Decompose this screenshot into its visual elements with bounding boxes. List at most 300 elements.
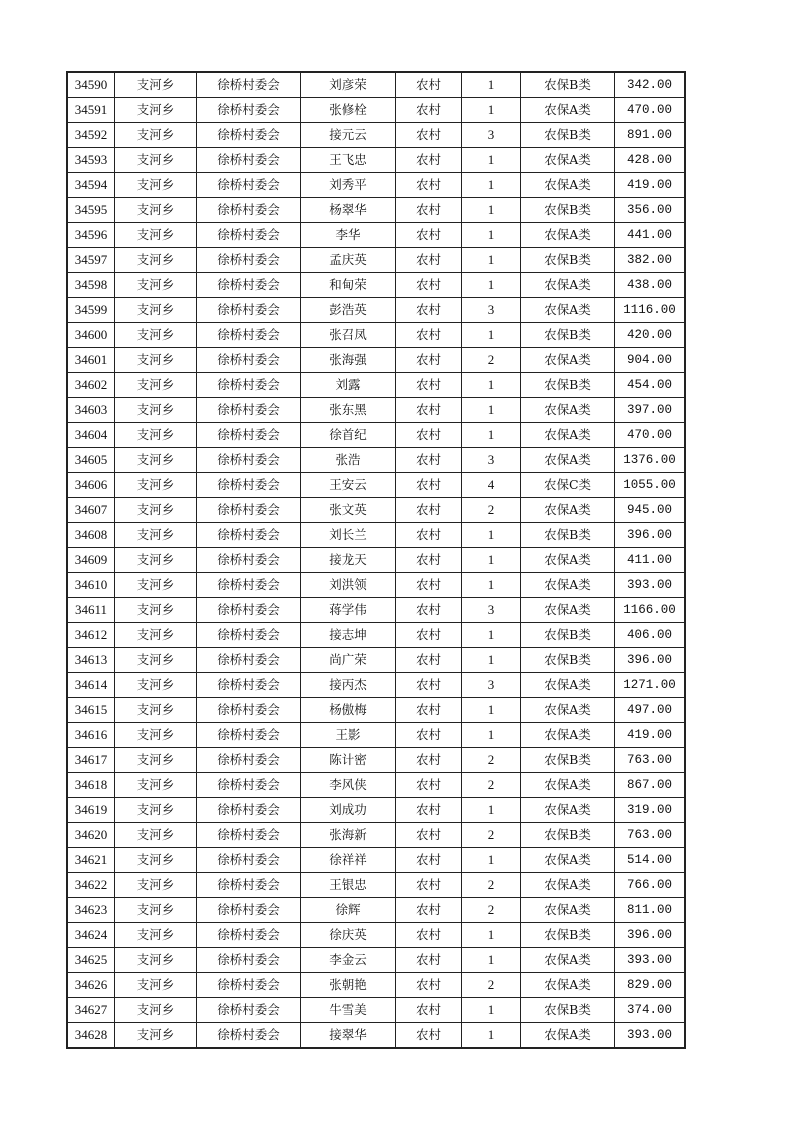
person-name-cell: 徐庆英 xyxy=(301,923,396,948)
person-name-cell: 杨傲梅 xyxy=(301,698,396,723)
person-name-cell: 李风侠 xyxy=(301,773,396,798)
table-row xyxy=(68,148,685,173)
township-cell: 支河乡 xyxy=(115,598,197,623)
household-type-cell: 农村 xyxy=(396,423,462,448)
insurance-category-cell: 农保A类 xyxy=(521,1023,615,1048)
household-size-cell: 1 xyxy=(462,223,521,248)
household-type-cell: 农村 xyxy=(396,198,462,223)
household-type-cell: 农村 xyxy=(396,98,462,123)
person-name-cell: 彭浩英 xyxy=(301,298,396,323)
table-row xyxy=(68,73,685,98)
table-row xyxy=(68,548,685,573)
insurance-category-cell: 农保B类 xyxy=(521,73,615,98)
township-cell: 支河乡 xyxy=(115,373,197,398)
household-size-cell: 1 xyxy=(462,248,521,273)
person-name-cell: 蒋学伟 xyxy=(301,598,396,623)
village-committee-cell: 徐桥村委会 xyxy=(197,873,301,898)
household-size-cell: 1 xyxy=(462,398,521,423)
household-size-cell: 1 xyxy=(462,923,521,948)
amount-cell: 374.00 xyxy=(615,998,685,1023)
household-size-cell: 2 xyxy=(462,873,521,898)
person-name-cell: 刘秀平 xyxy=(301,173,396,198)
household-type-cell: 农村 xyxy=(396,298,462,323)
insurance-category-cell: 农保B类 xyxy=(521,823,615,848)
household-size-cell: 1 xyxy=(462,623,521,648)
insurance-category-cell: 农保B类 xyxy=(521,748,615,773)
household-type-cell: 农村 xyxy=(396,523,462,548)
insurance-category-cell: 农保B类 xyxy=(521,373,615,398)
household-size-cell: 1 xyxy=(462,648,521,673)
amount-cell: 438.00 xyxy=(615,273,685,298)
household-type-cell: 农村 xyxy=(396,273,462,298)
household-size-cell: 1 xyxy=(462,573,521,598)
township-cell: 支河乡 xyxy=(115,1023,197,1048)
household-size-cell: 1 xyxy=(462,273,521,298)
village-committee-cell: 徐桥村委会 xyxy=(197,173,301,198)
record-id-cell: 34608 xyxy=(68,523,115,548)
table-row xyxy=(68,323,685,348)
insurance-category-cell: 农保A类 xyxy=(521,348,615,373)
amount-cell: 763.00 xyxy=(615,748,685,773)
amount-cell: 319.00 xyxy=(615,798,685,823)
amount-cell: 945.00 xyxy=(615,498,685,523)
village-committee-cell: 徐桥村委会 xyxy=(197,448,301,473)
record-id-cell: 34607 xyxy=(68,498,115,523)
village-committee-cell: 徐桥村委会 xyxy=(197,73,301,98)
person-name-cell: 刘洪领 xyxy=(301,573,396,598)
village-committee-cell: 徐桥村委会 xyxy=(197,123,301,148)
insurance-category-cell: 农保A类 xyxy=(521,173,615,198)
township-cell: 支河乡 xyxy=(115,298,197,323)
amount-cell: 904.00 xyxy=(615,348,685,373)
township-cell: 支河乡 xyxy=(115,448,197,473)
household-type-cell: 农村 xyxy=(396,548,462,573)
person-name-cell: 王安云 xyxy=(301,473,396,498)
village-committee-cell: 徐桥村委会 xyxy=(197,823,301,848)
insurance-category-cell: 农保B类 xyxy=(521,923,615,948)
table-row xyxy=(68,398,685,423)
record-id-cell: 34621 xyxy=(68,848,115,873)
household-type-cell: 农村 xyxy=(396,748,462,773)
record-id-cell: 34591 xyxy=(68,98,115,123)
household-type-cell: 农村 xyxy=(396,873,462,898)
table-row xyxy=(68,873,685,898)
table-row xyxy=(68,498,685,523)
household-size-cell: 3 xyxy=(462,598,521,623)
table-row xyxy=(68,798,685,823)
table-row xyxy=(68,373,685,398)
household-size-cell: 1 xyxy=(462,523,521,548)
amount-cell: 382.00 xyxy=(615,248,685,273)
township-cell: 支河乡 xyxy=(115,423,197,448)
township-cell: 支河乡 xyxy=(115,148,197,173)
record-id-cell: 34613 xyxy=(68,648,115,673)
household-type-cell: 农村 xyxy=(396,848,462,873)
insurance-category-cell: 农保A类 xyxy=(521,498,615,523)
person-name-cell: 张海强 xyxy=(301,348,396,373)
amount-cell: 396.00 xyxy=(615,648,685,673)
person-name-cell: 刘露 xyxy=(301,373,396,398)
household-size-cell: 1 xyxy=(462,198,521,223)
village-committee-cell: 徐桥村委会 xyxy=(197,673,301,698)
township-cell: 支河乡 xyxy=(115,998,197,1023)
amount-cell: 356.00 xyxy=(615,198,685,223)
insurance-category-cell: 农保B类 xyxy=(521,523,615,548)
insurance-category-cell: 农保A类 xyxy=(521,973,615,998)
township-cell: 支河乡 xyxy=(115,523,197,548)
township-cell: 支河乡 xyxy=(115,698,197,723)
table-body xyxy=(68,73,685,1048)
village-committee-cell: 徐桥村委会 xyxy=(197,498,301,523)
person-name-cell: 尚广荣 xyxy=(301,648,396,673)
household-size-cell: 1 xyxy=(462,948,521,973)
household-size-cell: 3 xyxy=(462,673,521,698)
amount-cell: 470.00 xyxy=(615,423,685,448)
township-cell: 支河乡 xyxy=(115,648,197,673)
village-committee-cell: 徐桥村委会 xyxy=(197,723,301,748)
table-row xyxy=(68,123,685,148)
village-committee-cell: 徐桥村委会 xyxy=(197,848,301,873)
table-row xyxy=(68,698,685,723)
amount-cell: 766.00 xyxy=(615,873,685,898)
record-id-cell: 34604 xyxy=(68,423,115,448)
township-cell: 支河乡 xyxy=(115,348,197,373)
amount-cell: 397.00 xyxy=(615,398,685,423)
household-type-cell: 农村 xyxy=(396,998,462,1023)
township-cell: 支河乡 xyxy=(115,273,197,298)
person-name-cell: 和甸荣 xyxy=(301,273,396,298)
insurance-category-cell: 农保B类 xyxy=(521,623,615,648)
amount-cell: 891.00 xyxy=(615,123,685,148)
record-id-cell: 34610 xyxy=(68,573,115,598)
household-type-cell: 农村 xyxy=(396,898,462,923)
household-size-cell: 2 xyxy=(462,773,521,798)
township-cell: 支河乡 xyxy=(115,973,197,998)
township-cell: 支河乡 xyxy=(115,223,197,248)
household-type-cell: 农村 xyxy=(396,173,462,198)
insurance-category-cell: 农保A类 xyxy=(521,698,615,723)
amount-cell: 470.00 xyxy=(615,98,685,123)
person-name-cell: 孟庆英 xyxy=(301,248,396,273)
record-id-cell: 34601 xyxy=(68,348,115,373)
insurance-category-cell: 农保B类 xyxy=(521,998,615,1023)
household-size-cell: 1 xyxy=(462,173,521,198)
household-type-cell: 农村 xyxy=(396,698,462,723)
amount-cell: 393.00 xyxy=(615,573,685,598)
record-id-cell: 34618 xyxy=(68,773,115,798)
table-row xyxy=(68,523,685,548)
record-id-cell: 34625 xyxy=(68,948,115,973)
amount-cell: 393.00 xyxy=(615,1023,685,1048)
person-name-cell: 接丙杰 xyxy=(301,673,396,698)
person-name-cell: 李金云 xyxy=(301,948,396,973)
village-committee-cell: 徐桥村委会 xyxy=(197,423,301,448)
township-cell: 支河乡 xyxy=(115,198,197,223)
village-committee-cell: 徐桥村委会 xyxy=(197,923,301,948)
village-committee-cell: 徐桥村委会 xyxy=(197,623,301,648)
person-name-cell: 张东黑 xyxy=(301,398,396,423)
township-cell: 支河乡 xyxy=(115,848,197,873)
insurance-category-cell: 农保A类 xyxy=(521,773,615,798)
household-type-cell: 农村 xyxy=(396,573,462,598)
insurance-category-cell: 农保B类 xyxy=(521,123,615,148)
person-name-cell: 王飞忠 xyxy=(301,148,396,173)
township-cell: 支河乡 xyxy=(115,473,197,498)
household-type-cell: 农村 xyxy=(396,473,462,498)
household-size-cell: 1 xyxy=(462,373,521,398)
household-size-cell: 3 xyxy=(462,298,521,323)
household-size-cell: 2 xyxy=(462,898,521,923)
amount-cell: 829.00 xyxy=(615,973,685,998)
township-cell: 支河乡 xyxy=(115,748,197,773)
amount-cell: 396.00 xyxy=(615,923,685,948)
township-cell: 支河乡 xyxy=(115,723,197,748)
record-id-cell: 34627 xyxy=(68,998,115,1023)
person-name-cell: 陈计密 xyxy=(301,748,396,773)
table-row xyxy=(68,748,685,773)
household-size-cell: 4 xyxy=(462,473,521,498)
township-cell: 支河乡 xyxy=(115,673,197,698)
township-cell: 支河乡 xyxy=(115,898,197,923)
insurance-category-cell: 农保B类 xyxy=(521,648,615,673)
person-name-cell: 牛雪美 xyxy=(301,998,396,1023)
amount-cell: 497.00 xyxy=(615,698,685,723)
person-name-cell: 徐首纪 xyxy=(301,423,396,448)
household-type-cell: 农村 xyxy=(396,348,462,373)
person-name-cell: 刘彦荣 xyxy=(301,73,396,98)
township-cell: 支河乡 xyxy=(115,773,197,798)
township-cell: 支河乡 xyxy=(115,498,197,523)
township-cell: 支河乡 xyxy=(115,123,197,148)
amount-cell: 867.00 xyxy=(615,773,685,798)
village-committee-cell: 徐桥村委会 xyxy=(197,373,301,398)
insurance-category-cell: 农保A类 xyxy=(521,798,615,823)
village-committee-cell: 徐桥村委会 xyxy=(197,148,301,173)
village-committee-cell: 徐桥村委会 xyxy=(197,773,301,798)
table-row xyxy=(68,348,685,373)
household-type-cell: 农村 xyxy=(396,598,462,623)
household-type-cell: 农村 xyxy=(396,673,462,698)
household-type-cell: 农村 xyxy=(396,123,462,148)
village-committee-cell: 徐桥村委会 xyxy=(197,473,301,498)
village-committee-cell: 徐桥村委会 xyxy=(197,273,301,298)
household-type-cell: 农村 xyxy=(396,723,462,748)
record-id-cell: 34600 xyxy=(68,323,115,348)
insurance-category-cell: 农保A类 xyxy=(521,423,615,448)
household-type-cell: 农村 xyxy=(396,923,462,948)
subsidy-table xyxy=(67,72,685,1048)
person-name-cell: 杨翠华 xyxy=(301,198,396,223)
record-id-cell: 34599 xyxy=(68,298,115,323)
household-size-cell: 3 xyxy=(462,123,521,148)
village-committee-cell: 徐桥村委会 xyxy=(197,948,301,973)
insurance-category-cell: 农保A类 xyxy=(521,898,615,923)
table-row xyxy=(68,173,685,198)
household-size-cell: 1 xyxy=(462,548,521,573)
household-type-cell: 农村 xyxy=(396,248,462,273)
village-committee-cell: 徐桥村委会 xyxy=(197,223,301,248)
household-type-cell: 农村 xyxy=(396,498,462,523)
record-id-cell: 34603 xyxy=(68,398,115,423)
record-id-cell: 34614 xyxy=(68,673,115,698)
village-committee-cell: 徐桥村委会 xyxy=(197,323,301,348)
person-name-cell: 张朝艳 xyxy=(301,973,396,998)
village-committee-cell: 徐桥村委会 xyxy=(197,573,301,598)
household-size-cell: 1 xyxy=(462,998,521,1023)
record-id-cell: 34615 xyxy=(68,698,115,723)
record-id-cell: 34592 xyxy=(68,123,115,148)
township-cell: 支河乡 xyxy=(115,173,197,198)
household-size-cell: 1 xyxy=(462,98,521,123)
village-committee-cell: 徐桥村委会 xyxy=(197,98,301,123)
insurance-category-cell: 农保A类 xyxy=(521,223,615,248)
record-id-cell: 34602 xyxy=(68,373,115,398)
household-type-cell: 农村 xyxy=(396,373,462,398)
household-type-cell: 农村 xyxy=(396,948,462,973)
household-type-cell: 农村 xyxy=(396,223,462,248)
household-size-cell: 1 xyxy=(462,1023,521,1048)
record-id-cell: 34597 xyxy=(68,248,115,273)
amount-cell: 1271.00 xyxy=(615,673,685,698)
table-row xyxy=(68,248,685,273)
village-committee-cell: 徐桥村委会 xyxy=(197,973,301,998)
record-id-cell: 34593 xyxy=(68,148,115,173)
insurance-category-cell: 农保A类 xyxy=(521,848,615,873)
insurance-category-cell: 农保B类 xyxy=(521,323,615,348)
township-cell: 支河乡 xyxy=(115,73,197,98)
record-id-cell: 34628 xyxy=(68,1023,115,1048)
amount-cell: 393.00 xyxy=(615,948,685,973)
household-type-cell: 农村 xyxy=(396,798,462,823)
amount-cell: 1116.00 xyxy=(615,298,685,323)
township-cell: 支河乡 xyxy=(115,798,197,823)
record-id-cell: 34590 xyxy=(68,73,115,98)
record-id-cell: 34622 xyxy=(68,873,115,898)
household-size-cell: 1 xyxy=(462,323,521,348)
township-cell: 支河乡 xyxy=(115,573,197,598)
village-committee-cell: 徐桥村委会 xyxy=(197,748,301,773)
amount-cell: 419.00 xyxy=(615,723,685,748)
household-type-cell: 农村 xyxy=(396,1023,462,1048)
record-id-cell: 34617 xyxy=(68,748,115,773)
village-committee-cell: 徐桥村委会 xyxy=(197,298,301,323)
insurance-category-cell: 农保A类 xyxy=(521,148,615,173)
amount-cell: 514.00 xyxy=(615,848,685,873)
table-row xyxy=(68,623,685,648)
amount-cell: 342.00 xyxy=(615,73,685,98)
household-type-cell: 农村 xyxy=(396,148,462,173)
record-id-cell: 34606 xyxy=(68,473,115,498)
village-committee-cell: 徐桥村委会 xyxy=(197,698,301,723)
amount-cell: 406.00 xyxy=(615,623,685,648)
table-row xyxy=(68,198,685,223)
table-row xyxy=(68,1023,685,1048)
village-committee-cell: 徐桥村委会 xyxy=(197,998,301,1023)
household-size-cell: 2 xyxy=(462,823,521,848)
amount-cell: 396.00 xyxy=(615,523,685,548)
record-id-cell: 34623 xyxy=(68,898,115,923)
amount-cell: 454.00 xyxy=(615,373,685,398)
record-id-cell: 34611 xyxy=(68,598,115,623)
village-committee-cell: 徐桥村委会 xyxy=(197,398,301,423)
township-cell: 支河乡 xyxy=(115,98,197,123)
township-cell: 支河乡 xyxy=(115,623,197,648)
amount-cell: 1055.00 xyxy=(615,473,685,498)
person-name-cell: 王影 xyxy=(301,723,396,748)
amount-cell: 1376.00 xyxy=(615,448,685,473)
record-id-cell: 34626 xyxy=(68,973,115,998)
table-row xyxy=(68,823,685,848)
person-name-cell: 王银忠 xyxy=(301,873,396,898)
village-committee-cell: 徐桥村委会 xyxy=(197,598,301,623)
household-size-cell: 2 xyxy=(462,748,521,773)
village-committee-cell: 徐桥村委会 xyxy=(197,898,301,923)
insurance-category-cell: 农保A类 xyxy=(521,948,615,973)
household-size-cell: 1 xyxy=(462,148,521,173)
table-row xyxy=(68,723,685,748)
household-type-cell: 农村 xyxy=(396,973,462,998)
township-cell: 支河乡 xyxy=(115,398,197,423)
insurance-category-cell: 农保A类 xyxy=(521,98,615,123)
insurance-category-cell: 农保A类 xyxy=(521,598,615,623)
person-name-cell: 张海新 xyxy=(301,823,396,848)
household-size-cell: 1 xyxy=(462,723,521,748)
amount-cell: 811.00 xyxy=(615,898,685,923)
table-row xyxy=(68,923,685,948)
insurance-category-cell: 农保B类 xyxy=(521,248,615,273)
table-row xyxy=(68,298,685,323)
insurance-category-cell: 农保A类 xyxy=(521,298,615,323)
table-row xyxy=(68,848,685,873)
township-cell: 支河乡 xyxy=(115,948,197,973)
person-name-cell: 徐祥祥 xyxy=(301,848,396,873)
table-row xyxy=(68,898,685,923)
record-id-cell: 34605 xyxy=(68,448,115,473)
person-name-cell: 张召凤 xyxy=(301,323,396,348)
village-committee-cell: 徐桥村委会 xyxy=(197,548,301,573)
village-committee-cell: 徐桥村委会 xyxy=(197,348,301,373)
record-id-cell: 34609 xyxy=(68,548,115,573)
record-id-cell: 34596 xyxy=(68,223,115,248)
insurance-category-cell: 农保A类 xyxy=(521,448,615,473)
household-size-cell: 3 xyxy=(462,448,521,473)
amount-cell: 411.00 xyxy=(615,548,685,573)
household-size-cell: 1 xyxy=(462,798,521,823)
record-id-cell: 34616 xyxy=(68,723,115,748)
table-row xyxy=(68,773,685,798)
household-type-cell: 农村 xyxy=(396,448,462,473)
amount-cell: 419.00 xyxy=(615,173,685,198)
village-committee-cell: 徐桥村委会 xyxy=(197,1023,301,1048)
household-size-cell: 1 xyxy=(462,73,521,98)
insurance-category-cell: 农保A类 xyxy=(521,673,615,698)
record-id-cell: 34598 xyxy=(68,273,115,298)
insurance-category-cell: 农保C类 xyxy=(521,473,615,498)
household-type-cell: 农村 xyxy=(396,323,462,348)
table-row xyxy=(68,98,685,123)
township-cell: 支河乡 xyxy=(115,873,197,898)
table-row xyxy=(68,423,685,448)
township-cell: 支河乡 xyxy=(115,548,197,573)
table-row xyxy=(68,223,685,248)
household-size-cell: 2 xyxy=(462,973,521,998)
table-row xyxy=(68,648,685,673)
insurance-category-cell: 农保A类 xyxy=(521,398,615,423)
table-row xyxy=(68,573,685,598)
village-committee-cell: 徐桥村委会 xyxy=(197,523,301,548)
record-id-cell: 34619 xyxy=(68,798,115,823)
village-committee-cell: 徐桥村委会 xyxy=(197,198,301,223)
